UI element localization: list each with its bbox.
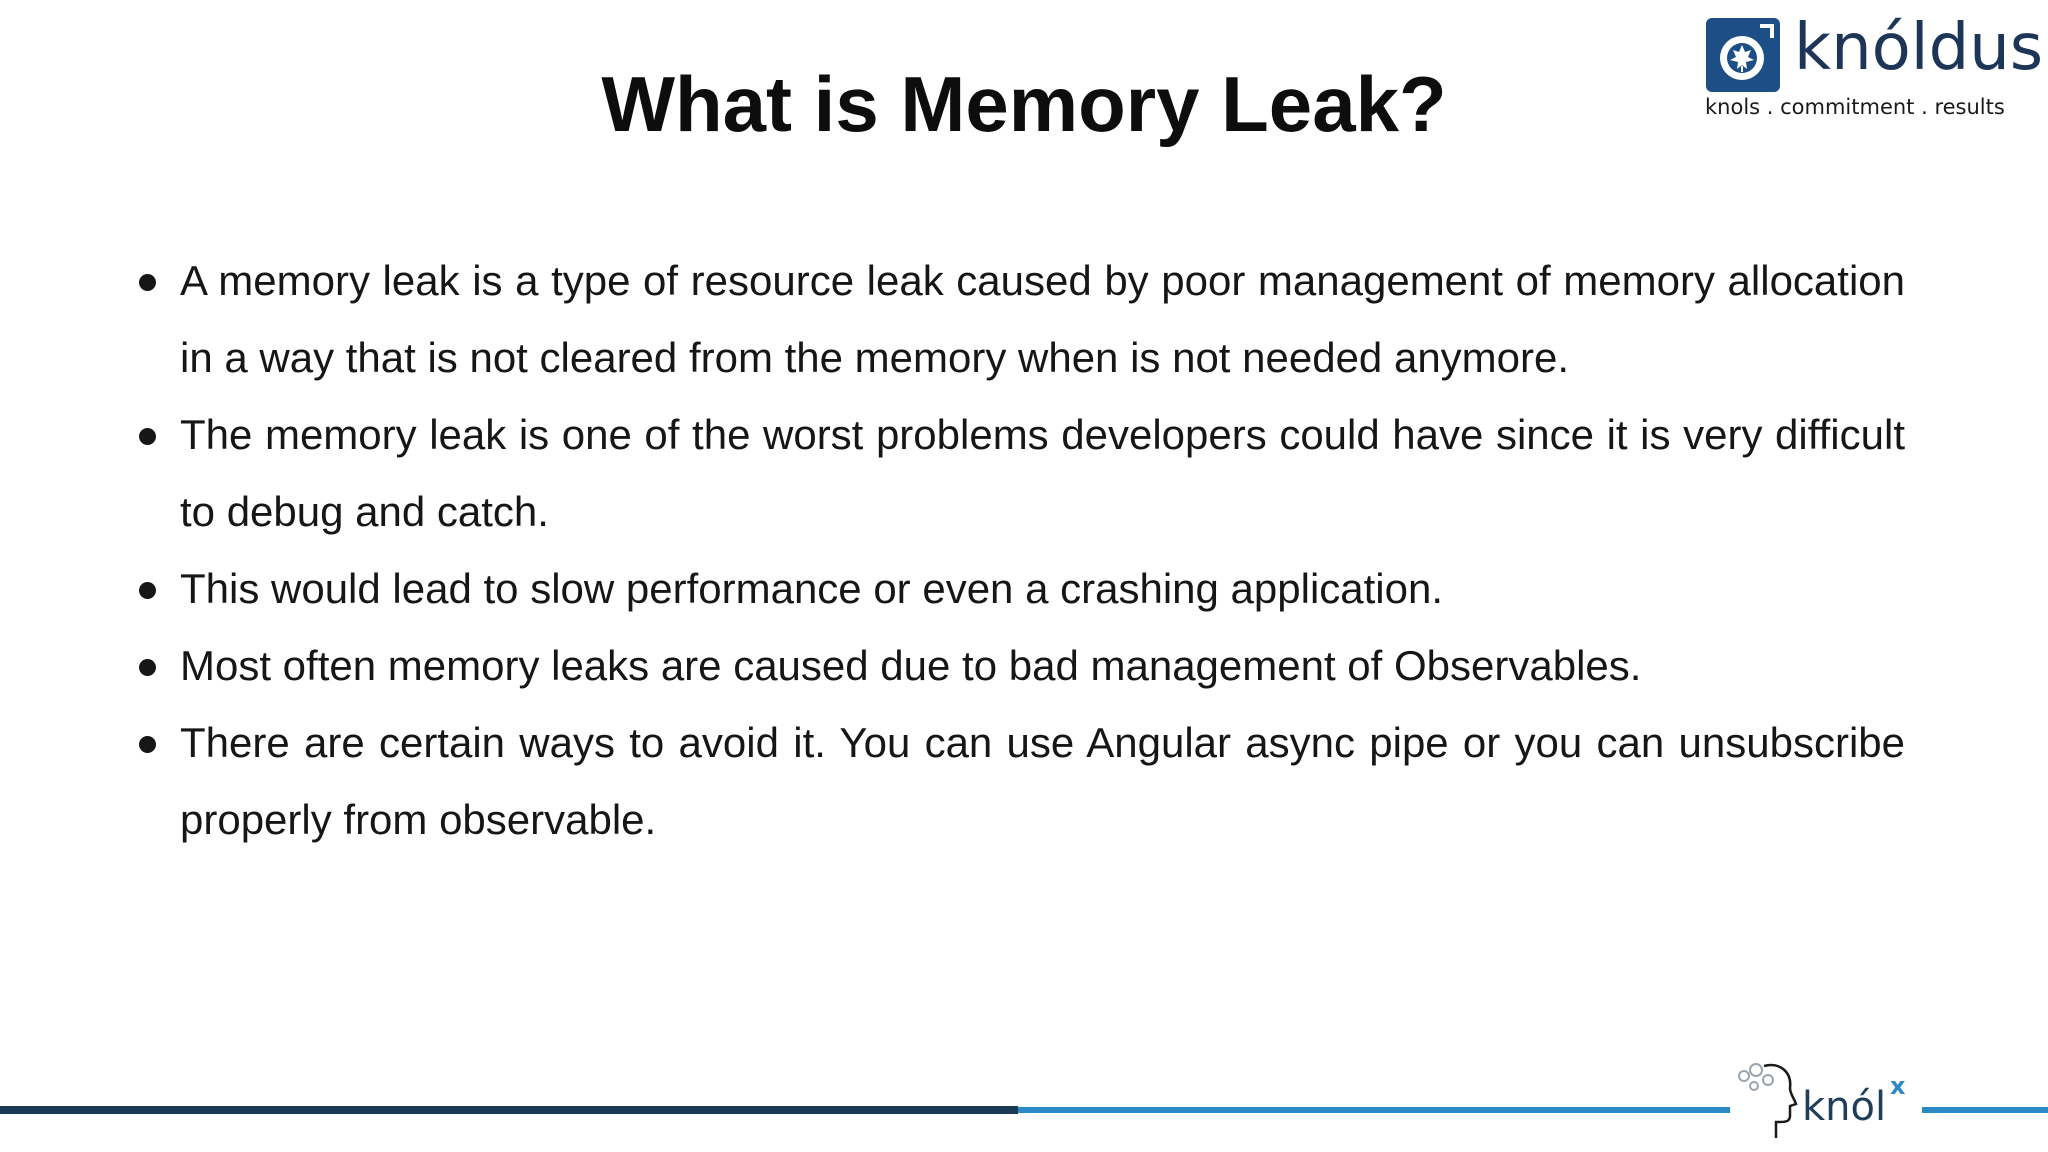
knolx-superscript: x <box>1890 1072 1906 1100</box>
logo-tagline: knols . commitment . results <box>1705 95 2005 119</box>
bullet-text: This would lead to slow performance or even a crashing application. <box>180 565 1444 612</box>
bullet-item <box>135 396 1905 550</box>
logo-wordmark: knóldus <box>1794 11 2044 85</box>
bullet-dot-icon <box>139 736 156 753</box>
footer-bar-dark <box>0 1106 1018 1114</box>
knolx-logo <box>1730 1052 1922 1152</box>
head-gears-icon <box>1730 1058 1802 1148</box>
bullet-text: There are certain ways to avoid it. You can use Angular async pipe or you can unsubscribe properly from observable. <box>180 719 1905 843</box>
bullet-dot-icon <box>139 428 156 445</box>
maple-leaf-shield-icon <box>1706 18 1780 92</box>
slide-title: What is Memory Leak? <box>601 60 1447 148</box>
bullet-item <box>135 627 1905 704</box>
bullet-list <box>135 242 1905 858</box>
knolx-wordmark: knól <box>1802 1084 1887 1130</box>
bullet-item <box>135 550 1905 627</box>
bullet-text: A memory leak is a type of resource leak caused by poor management of memory allocation in a way that is not cleared from the memory when is not needed anymore. <box>180 257 1905 381</box>
bullet-dot-icon <box>139 659 156 676</box>
bullet-text: Most often memory leaks are caused due to bad management of Observables. <box>180 642 1642 689</box>
bullet-item <box>135 704 1905 858</box>
knoldus-logo <box>1702 11 2044 124</box>
bullet-item <box>135 242 1905 396</box>
bullet-dot-icon <box>139 582 156 599</box>
bullet-dot-icon <box>139 274 156 291</box>
bullet-text: The memory leak is one of the worst problems developers could have since it is very difficult to debug and catch. <box>180 411 1905 535</box>
